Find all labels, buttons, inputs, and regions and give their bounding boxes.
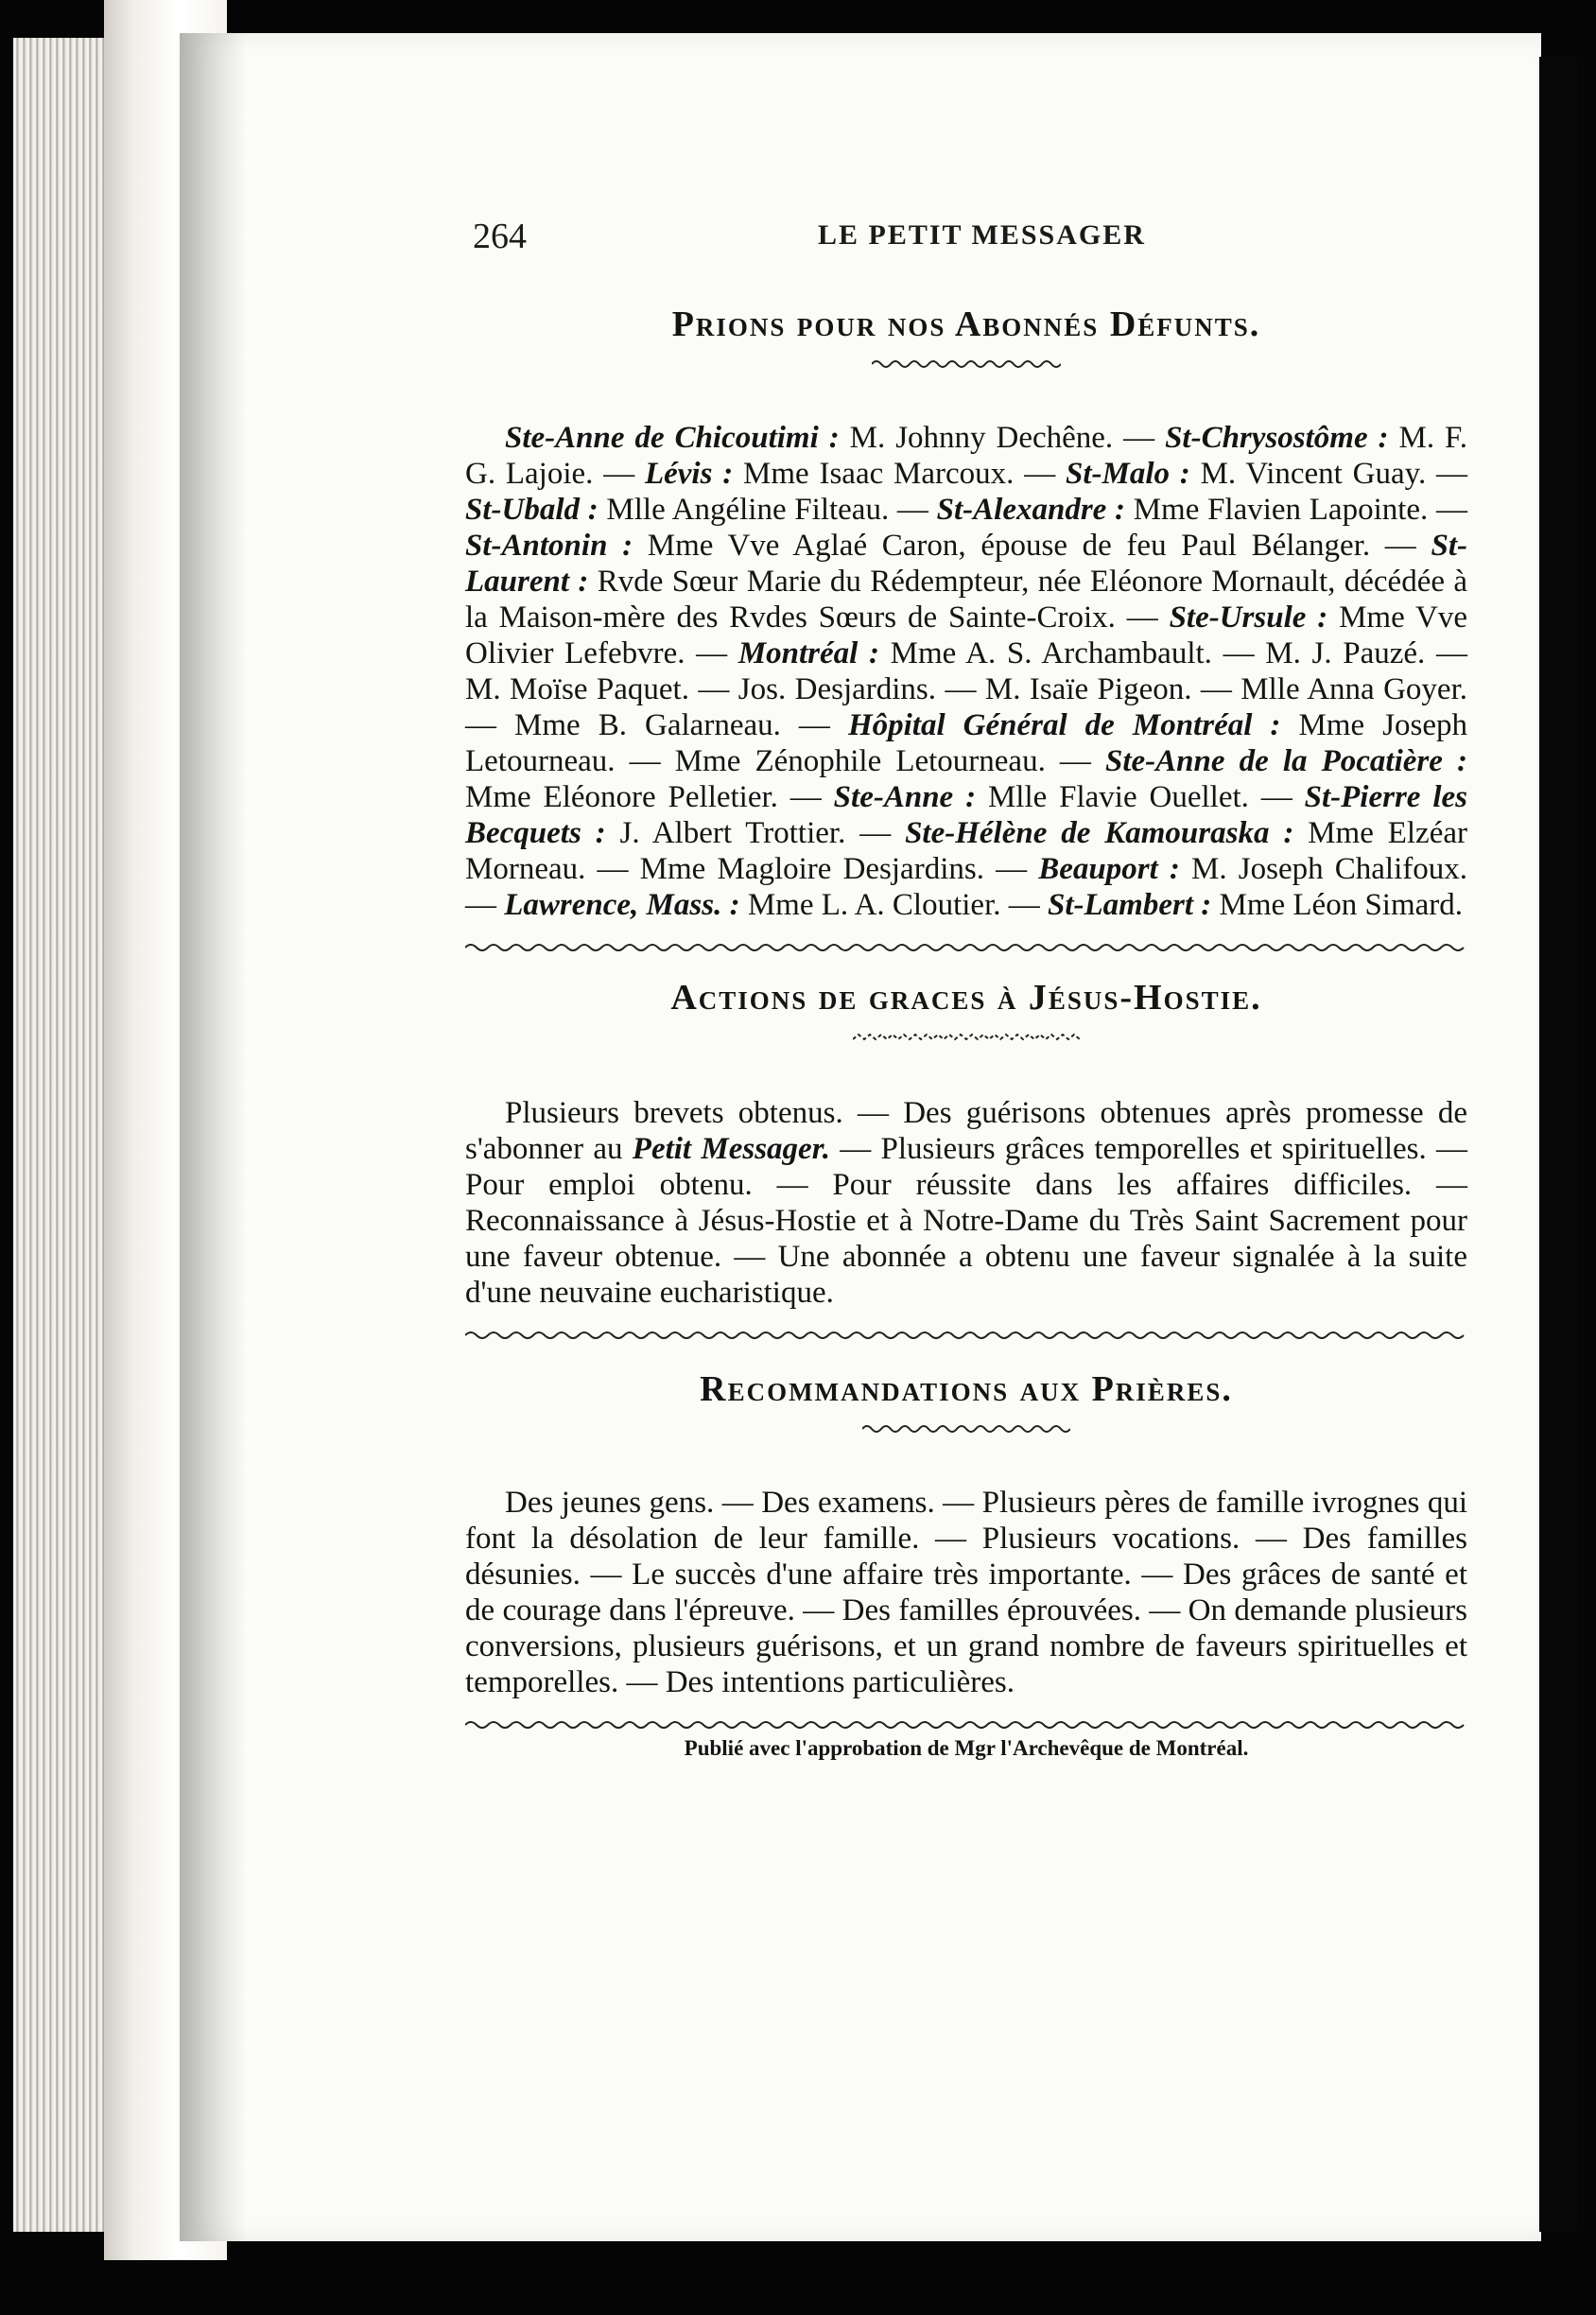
page-content: [465, 303, 1467, 1761]
place-name: Hôpital Général de Montréal :: [847, 708, 1281, 742]
place-name: Lévis :: [644, 457, 734, 491]
approval-note: Publié avec l'approbation de Mgr l'Archevêque de Montréal.: [684, 1736, 1249, 1760]
section-body: [465, 1095, 1467, 1311]
place-name: St-Alexandre :: [936, 493, 1125, 527]
entry-text: — Plusieurs grâces temporelles et spirituelles. — Pour emploi obtenu. — Pour réussite dans les affaires difficiles. — Reconnaissance à Jésus-Hostie et à Notre-Dame du Très Saint Sacrement pour une faveur obtenue. — Une abonnée a obtenu une faveur signalée à la suite d'une neuvaine eucharistique.: [465, 1132, 1468, 1310]
section-body: [465, 1485, 1467, 1700]
place-name: St-Lambert :: [1048, 888, 1212, 922]
place-name: Petit Messager.: [632, 1132, 830, 1166]
entry-text: Mme Vve Aglaé Caron, épouse de feu Paul Bélanger. —: [633, 529, 1431, 563]
section-heading: Recommandations aux Prières.: [700, 1369, 1233, 1409]
entry-text: Mme Léon Simard.: [1211, 888, 1464, 922]
entry-text: Mme A. S. Archambault. — M. J. Pauzé. — M. Moïse Paquet. — Jos. Desjardins. — M. Isaïe Pigeon. — Mlle Anna Goyer. — Mme B. Galarneau. —: [465, 636, 1467, 742]
entry-text: Mme L. A. Cloutier. —: [739, 888, 1048, 922]
wavy-rule: [465, 940, 1467, 955]
entry-text: Mme Vve Olivier Lefebvre. —: [465, 601, 1467, 670]
entry-text: Des jeunes gens. — Des examens. — Plusieurs pères de famille ivrognes qui font la désolation de leur famille. — Plusieurs vocations. — Des familles désunies. — Le succès d'une affaire très importante. — Des grâces de santé et de courage dans l'épreuve. — Des familles éprouvées. — On demande plusieurs conversions, plusieurs guérisons, et un grand nombre de faveurs spirituelles et temporelles. — Des intentions particulières.: [465, 1486, 1467, 1699]
section-heading: Actions de graces à Jésus-Hostie.: [670, 978, 1262, 1018]
place-name: St-Pierre les Becquets :: [465, 780, 1467, 850]
entry-text: Mme Isaac Marcoux. —: [733, 457, 1066, 491]
entry-text: Plusieurs brevets obtenus. — Des guérisons obtenues après promesse de s'abonner au: [465, 1096, 1467, 1166]
place-name: Ste-Anne :: [833, 780, 977, 814]
entry-text: Mme Eléonore Pelletier. —: [465, 780, 834, 814]
running-title: LE PETIT MESSAGER: [818, 219, 1146, 251]
entry-text: Mme Elzéar Morneau. — Mme Magloire Desjardins. —: [465, 816, 1467, 886]
section-heading: Prions pour nos Abonnés Défunts.: [671, 305, 1261, 344]
entry-text: M. F. G. Lajoie. —: [465, 421, 1467, 491]
section-prayer-requests: [465, 1367, 1467, 1761]
section-body: [465, 420, 1467, 923]
entry-text: M. Joseph Chalifoux. —: [465, 852, 1467, 922]
place-name: Ste-Ursule :: [1169, 601, 1328, 635]
place-name: St-Laurent :: [465, 529, 1467, 599]
place-name: Lawrence, Mass. :: [504, 888, 740, 922]
entry-text: Mme Flavien Lapointe. —: [1125, 493, 1468, 527]
entry-text: Mme Joseph Letourneau. — Mme Zénophile Letourneau. —: [465, 708, 1467, 778]
ornament-flourish: [872, 357, 1061, 371]
place-name: Beauport :: [1038, 852, 1180, 886]
place-name: St-Malo :: [1065, 457, 1190, 491]
section-deceased-subscribers: [465, 303, 1467, 955]
place-name: Ste-Hélène de Kamouraska :: [905, 816, 1294, 850]
ornament-flourish: [853, 1031, 1080, 1044]
wavy-rule: [465, 1717, 1467, 1732]
ornament-flourish: [862, 1422, 1070, 1436]
running-head: [473, 216, 1475, 272]
entry-text: M. Vincent Guay. —: [1189, 457, 1468, 491]
place-name: Montréal :: [737, 636, 879, 670]
section-thanksgiving: [465, 976, 1467, 1343]
entry-text: Mlle Flavie Ouellet. —: [976, 780, 1305, 814]
page-right-edge: [1539, 57, 1577, 2232]
place-name: St-Chrysostôme :: [1165, 421, 1389, 455]
entry-text: J. Albert Trottier. —: [605, 816, 906, 850]
entry-text: M. Johnny Dechêne. —: [839, 421, 1166, 455]
wavy-rule: [465, 1328, 1467, 1343]
place-name: St-Ubald :: [465, 493, 598, 527]
page-number: 264: [473, 217, 527, 256]
place-name: St-Antonin :: [465, 529, 633, 563]
place-name: Ste-Anne de Chicoutimi :: [505, 421, 840, 455]
entry-text: Mlle Angéline Filteau. —: [598, 493, 937, 527]
place-name: Ste-Anne de la Pocatière :: [1105, 744, 1467, 778]
spine-shadow: [180, 33, 246, 2241]
entry-text: Rvde Sœur Marie du Rédempteur, née Eléonore Mornault, décédée à la Maison-mère des Rvdes Sœurs de Sainte-Croix. —: [465, 565, 1467, 635]
